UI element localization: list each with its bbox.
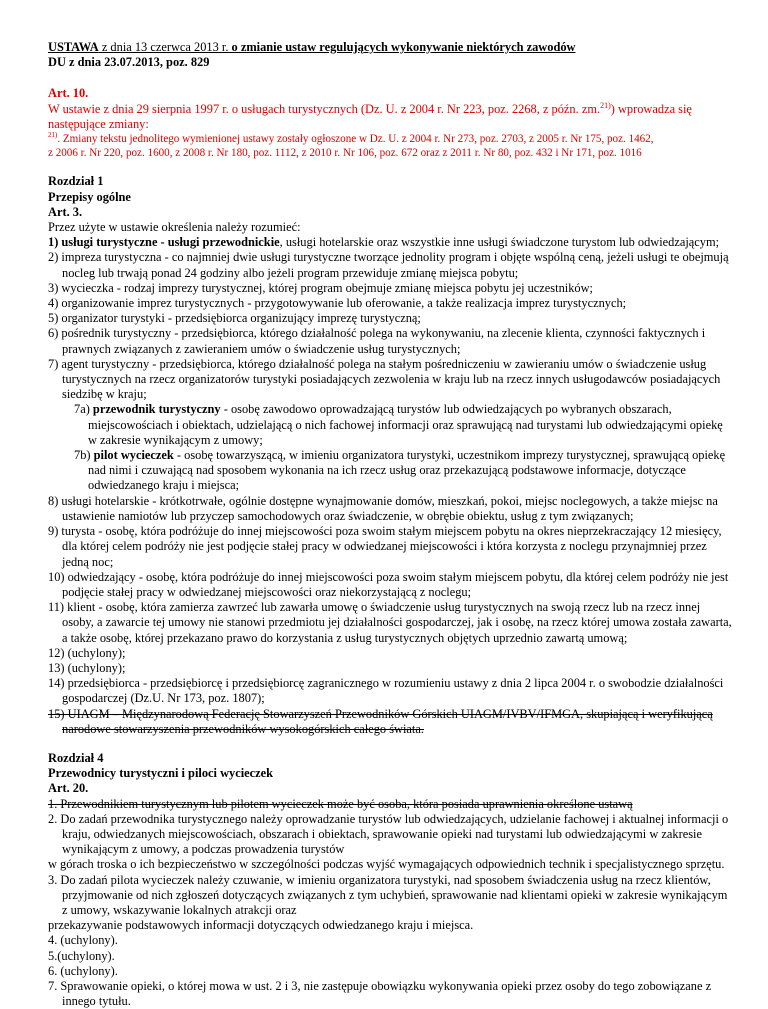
act-title-bold: USTAWA bbox=[48, 40, 99, 54]
footnote-text-b: z 2006 r. Nr 220, poz. 1600, z 2008 r. Nr 180, poz. 1112, z 2010 r. Nr 106, poz. 672 oraz z 2011 r. Nr 80, poz. 432 i Nr 171, poz. 1016 bbox=[48, 147, 642, 160]
chapter4-title: Rozdział 4 bbox=[48, 750, 104, 765]
art20-para-2b: w górach troska o ich bezpieczeństwo w szczególności podczas wyjść wymagających odpowiednich technik i specjalistycznego sprzętu. bbox=[48, 857, 725, 872]
chapter1-title: Rozdział 1 bbox=[48, 174, 104, 189]
def-item-8: 8) usługi hotelarskie - krótkotrwałe, ogólnie dostępne wynajmowanie domów, mieszkań, pokoi, miejsc noclegowych, a także miejsc na ustawienie namiotów lub przyczep samochodowych oraz świadczenie, w obrębie obiektu, usług z tym związanych; bbox=[48, 493, 718, 523]
footnote-number: 21) bbox=[48, 131, 58, 140]
def-item-7: 7) agent turystyczny - przedsiębiorca, którego działalność polega na stałym pośredniczeniu w zawieraniu umów o świadczenie usług turystycznych na rzecz organizatorów turystyki posiadających zezwolenia w kraju lub na rzecz innych usługodawców posiadających siedzibę w kraju; bbox=[48, 356, 721, 402]
art20-heading: Art. 20. bbox=[48, 781, 89, 796]
art10-text-b: ) wprowadza się następujące zmiany: bbox=[48, 101, 692, 131]
art20-para-7: 7. Sprawowanie opieki, o której mowa w ust. 2 i 3, nie zastępuje obowiązku wykonywania opieki przez osoby do tego zobowiązane z innego tytułu. bbox=[48, 978, 712, 1009]
footnote bbox=[48, 132, 734, 160]
def-item-7a-bold: przewodnik turystyczny bbox=[92, 402, 221, 417]
art20-para-3b: przekazywanie podstawowych informacji dotyczących odwiedzanego kraju i miejsca. bbox=[48, 918, 474, 933]
def-item-7b-rest: - osobę towarzyszącą, w imieniu organizatora turystyki, uczestnikom imprezy turystycznej, sprawującą opiekę nad nimi i czuwającą nad sposobem wykonania na ich rzecz usług oraz przekazującą podstawowe informacje, dotyczące odwiedzanego kraju i miejsca; bbox=[88, 448, 726, 493]
def-item-7a-rest: - osobę zawodowo oprowadzającą turystów lub odwiedzających po wybranych obszarach, miejscowościach i obiektach, udzielającą o nich fachowej informacji oraz sprawującą nad turystami lub odwiedzającymi opiekę w zakresie wynikającym z umowy; bbox=[88, 402, 723, 447]
def-item-14: 14) przedsiębiorca - przedsiębiorcę i przedsiębiorcę zagranicznego w rozumieniu ustawy z dnia 2 lipca 2004 r. o swobodzie działalności gospodarczej (Dz.U. Nr 173, poz. 1807); bbox=[48, 676, 724, 706]
chapter4-subtitle: Przewodnicy turystyczni i piloci wycieczek bbox=[48, 766, 274, 781]
act-title-rest: o zmianie ustaw regulujących wykonywanie niektórych zawodów bbox=[228, 40, 576, 54]
def-item-3: 3) wycieczka - rodzaj imprezy turystycznej, której program obejmuje zmianę miejsca pobytu jej uczestników; bbox=[48, 280, 593, 295]
art10-heading: Art. 10. bbox=[48, 86, 89, 101]
footnote-ref: 21) bbox=[600, 100, 611, 110]
art10-text bbox=[48, 102, 734, 132]
art3-heading: Art. 3. bbox=[48, 204, 83, 219]
art20-para-1: 1. Przewodnikiem turystycznym lub pilotem wycieczek może być osoba, która posiada uprawnienia określone ustawą bbox=[48, 796, 633, 811]
def-item-7b bbox=[48, 448, 734, 494]
art3-intro: Przez użyte w ustawie określenia należy rozumieć: bbox=[48, 220, 301, 235]
act-title-date: z dnia 13 czerwca 2013 r. bbox=[98, 40, 229, 54]
def-item-4: 4) organizowanie imprez turystycznych - przygotowywanie lub oferowanie, a także realizacja imprez turystycznych; bbox=[48, 296, 627, 311]
def-item-7a-num: 7a) bbox=[74, 402, 93, 417]
def-item-10: 10) odwiedzający - osobę, która podróżuje do innej miejscowości poza swoim stałym miejscem pobytu, dla której celem podróży nie jest podjęcie stałej pracy w odwiedzanej miejscowości oraz niekorzystającą z noclegu; bbox=[48, 569, 729, 599]
def-item-12: 12) (uchylony); bbox=[48, 645, 126, 660]
art20-para-5: 5.(uchylony). bbox=[48, 948, 115, 963]
def-item-11: 11) klient - osobę, która zamierza zawrzeć lub zawarła umowę o świadczenie usług turystycznych na swoją rzecz lub na rzecz innej osoby, a zawarcie tej umowy nie stanowi przedmiotu jej działalności gospodarczej, jak i osobę, na rzecz której umowa została zawarta, a także osobę, której przekazano prawo do korzystania z usług turystycznych objętych uprzednio zawartą umową; bbox=[48, 600, 732, 645]
def-item-9: 9) turysta - osobę, która podróżuje do innej miejscowości poza swoim stałym miejscem pobytu na okres nieprzekraczający 12 miesięcy, dla której celem podróży nie jest podjęcie stałej pracy w odwiedzanej miejscowości i która korzysta z noclegu przynajmniej przez jedną noc; bbox=[48, 524, 722, 569]
art10-text-a: W ustawie z dnia 29 sierpnia 1997 r. o usługach turystycznych (Dz. U. z 2004 r. Nr 223, poz. 2268, z późn. zm. bbox=[48, 101, 601, 116]
art20-para-4: 4. (uchylony). bbox=[48, 933, 118, 948]
act-title bbox=[48, 40, 734, 55]
chapter1-subtitle: Przepisy ogólne bbox=[48, 189, 131, 204]
def-item-7b-num: 7b) bbox=[74, 448, 94, 463]
def-item-6: 6) pośrednik turystyczny - przedsiębiorca, którego działalność polega na wykonywaniu, na zlecenie klienta, czynności faktycznych i prawnych związanych z zawieraniem umów o świadczenie usług turystycznych; bbox=[48, 326, 706, 356]
art20-para-6: 6. (uchylony). bbox=[48, 963, 118, 978]
journal-reference: DU z dnia 23.07.2013, poz. 829 bbox=[48, 55, 210, 70]
def-item-5: 5) organizator turystyki - przedsiębiorca organizujący imprezę turystyczną; bbox=[48, 311, 421, 326]
def-item-2: 2) impreza turystyczna - co najmniej dwie usługi turystyczne tworzące jednolity program i objęte wspólną ceną, jeżeli usługi te obejmują nocleg lub trwają ponad 24 godziny albo jeżeli program przewiduje zmianę miejsca pobytu; bbox=[48, 250, 729, 280]
def-item-1 bbox=[48, 235, 734, 250]
def-item-1-bold: 1) usługi turystyczne - usługi przewodnickie bbox=[48, 235, 280, 250]
art20-para-2: 2. Do zadań przewodnika turystycznego należy oprowadzanie turystów lub odwiedzających, udzielanie fachowej i aktualnej informacji o kraju, odwiedzanych miejscowościach, obszarach i obiektach, sprawowanie opieki nad turystami lub odwiedzającymi w zakresie wynikającym z umowy, a podczas prowadzenia turystów bbox=[48, 811, 729, 857]
footnote-text-a: . Zmiany tekstu jednolitego wymienionej ustawy zostały ogłoszone w Dz. U. z 2004 r. Nr 273, poz. 2703, z 2005 r. Nr 175, poz. 1462, bbox=[57, 133, 654, 146]
def-item-1-rest: , usługi hotelarskie oraz wszystkie inne usługi świadczone turystom lub odwiedzającym; bbox=[279, 235, 720, 250]
def-item-13: 13) (uchylony); bbox=[48, 660, 126, 675]
def-item-7b-bold: pilot wycieczek bbox=[93, 448, 174, 463]
def-item-7a bbox=[48, 402, 734, 448]
art20-para-3: 3. Do zadań pilota wycieczek należy czuwanie, w imieniu organizatora turystyki, nad sposobem świadczenia usług na rzecz klientów, przyjmowanie od nich zgłoszeń dotyczących związanych z tym uchybień, sprawowanie nad klientami opieki w zakresie wynikającym z umowy, wskazywanie lokalnych atrakcji oraz bbox=[48, 872, 728, 917]
def-item-15: 15) UIAGM – Międzynarodową Federację Stowarzyszeń Przewodników Górskich UIAGM/IVBV/IFMGA, skupiającą i weryfikującą narodowe stowarzyszenia przewodników wysokogórskich całego świata. bbox=[48, 706, 713, 736]
